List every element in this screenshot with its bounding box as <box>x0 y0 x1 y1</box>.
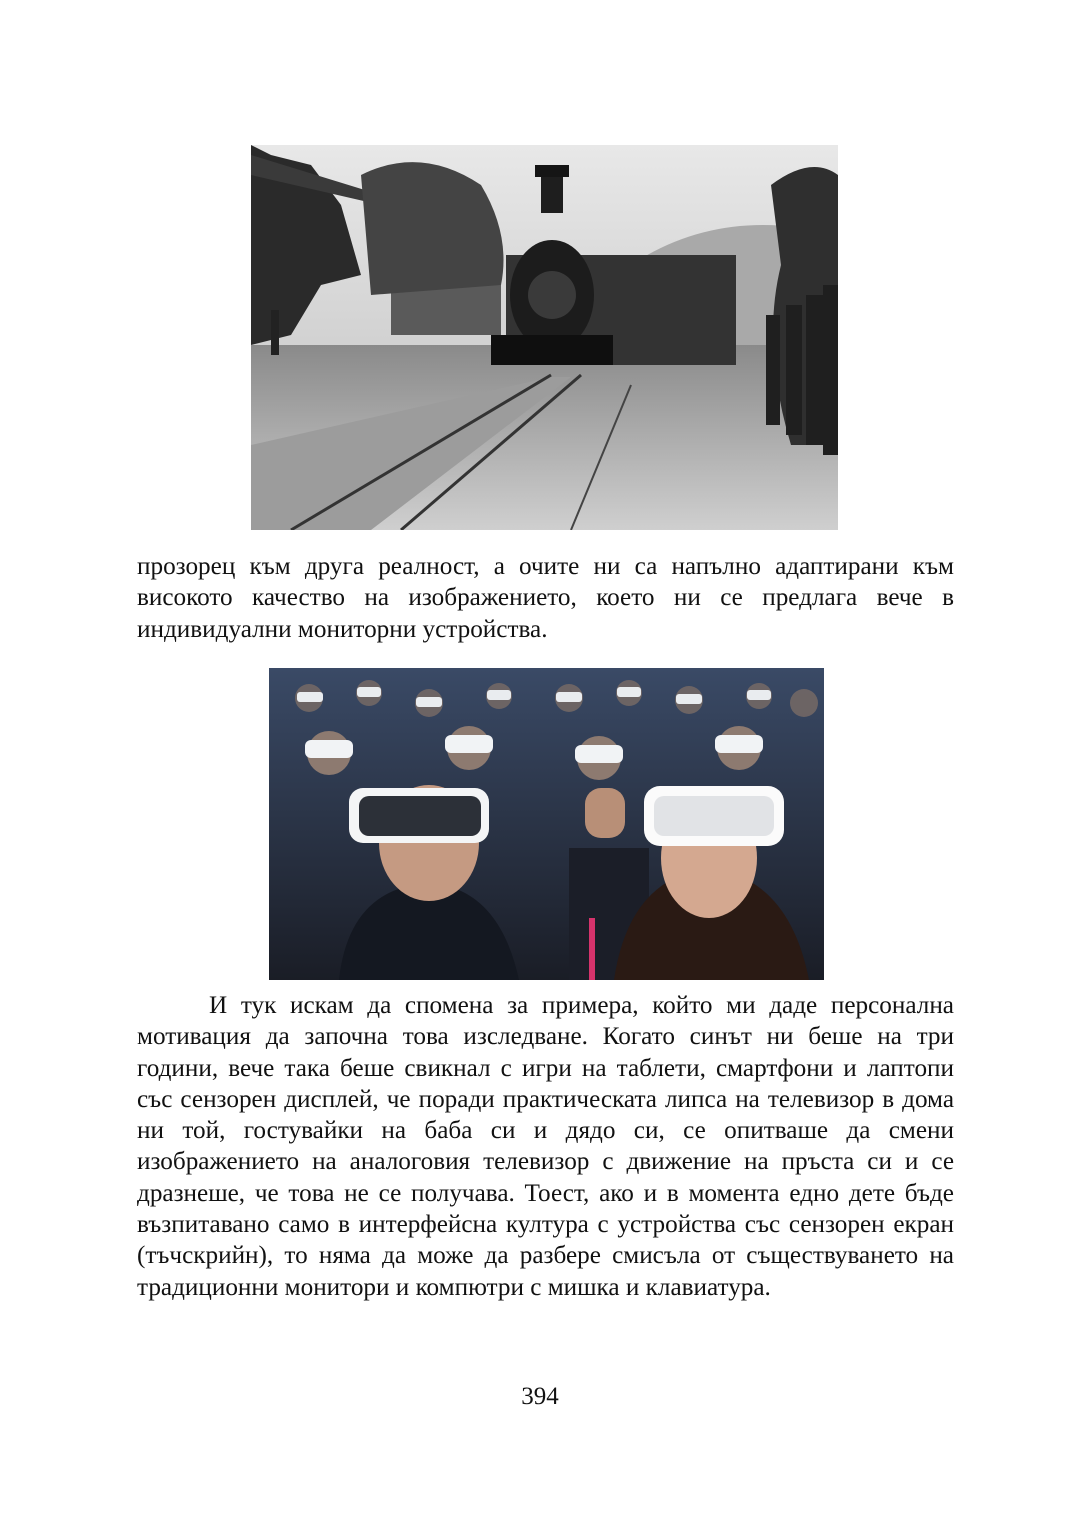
vr-audience-illustration <box>269 668 824 980</box>
paragraph-2: И тук искам да спомена за примера, който ми даде персонална мотивация да започна това изследване. Когато синът ни беше на три години, вече така беше свикнал с игри на таблети, смартфони и лаптопи със сензорен дисплей, че поради практическата липса на телевизор в дома ни той, гостувайки на баба си и дядо си, се опитваше да смени изображението на аналоговия телевизор с движение на пръста си и се дразнеше, че това не се получава. Тоест, ако и в момента едно дете бъде възпитавано само в интерфейсна култура с устройства със сензорен екран (тъчскрийн), то няма да може да разбере смисъла от съществуването на традиционни монитори и компютри с мишка и клавиатура. <box>137 992 954 1301</box>
train-illustration <box>251 145 838 530</box>
steam-train-photo <box>251 145 838 530</box>
page-number: 394 <box>521 1383 559 1410</box>
vr-headset-audience-photo <box>269 668 824 980</box>
paragraph-1: прозорец към друга реалност, а очите ни са напълно адаптирани към високото качество на изображението, което ни се предлага вече в индивидуални мониторни устройства. <box>137 553 954 643</box>
